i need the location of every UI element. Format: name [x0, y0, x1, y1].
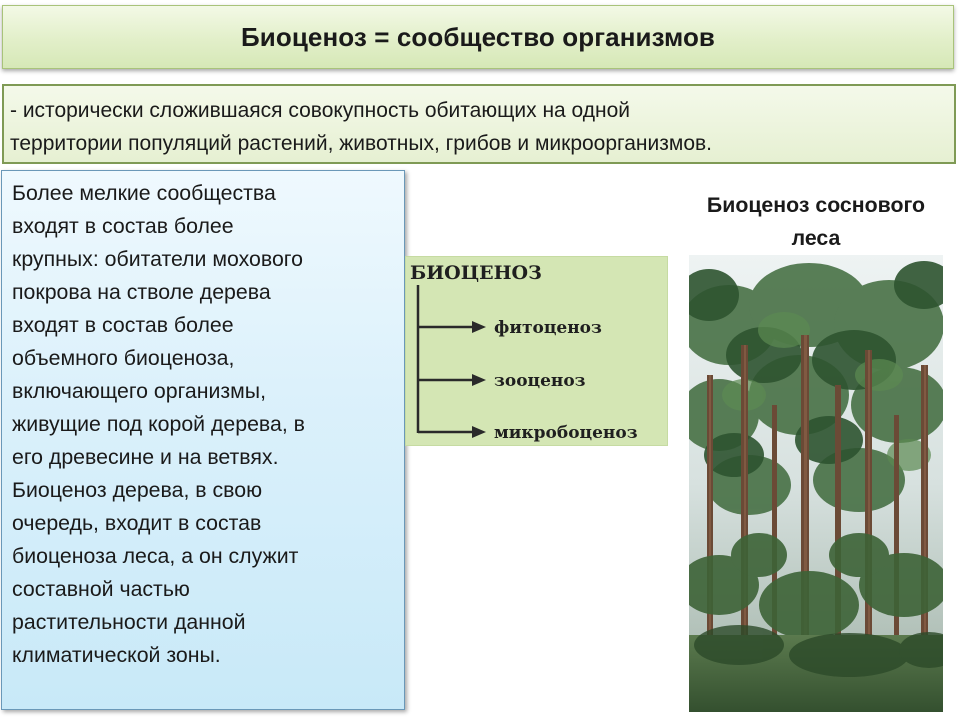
scheme-root-label: БИОЦЕНОЗ: [410, 262, 542, 284]
scheme-branch-2: [418, 371, 586, 391]
biocenosis-scheme: [405, 256, 668, 446]
photo-caption: Биоценоз соснового леса: [706, 193, 926, 250]
scheme-branch-label: микробоценоз: [494, 423, 638, 443]
scheme-branch-3: [418, 423, 638, 443]
arrow-right-icon: [472, 426, 486, 438]
pine-forest-photo: [689, 255, 943, 712]
scheme-diagram: [406, 257, 668, 446]
scheme-branch-1: [418, 318, 602, 338]
slide-title: Биоценоз = сообщество организмов: [240, 21, 716, 52]
arrow-right-icon: [472, 374, 486, 386]
definition-text: - исторически сложившаяся совокупность обитающих на одной территории популяций растений, животных, грибов и микроорганизмов.: [10, 99, 712, 155]
description-text: Более мелкие сообщества входят в состав более крупных: обитатели мохового покрова на стволе дерева входят в состав более объемного биоценоза, включающего организмы, живущие под корой дерева, в его древесине и на ветвях. Биоценоз дерева, в свою очередь, входит в состав биоценоза леса, а он служит составной частью растительности данной климатической зоны.: [12, 181, 305, 667]
title-bar: [2, 5, 954, 69]
scheme-branch-label: фитоценоз: [494, 318, 602, 338]
arrow-right-icon: [472, 321, 486, 333]
description-box: [1, 170, 405, 710]
pine-forest-image: [689, 255, 943, 712]
definition-box: [2, 84, 956, 164]
scheme-branch-label: зооценоз: [494, 371, 586, 391]
